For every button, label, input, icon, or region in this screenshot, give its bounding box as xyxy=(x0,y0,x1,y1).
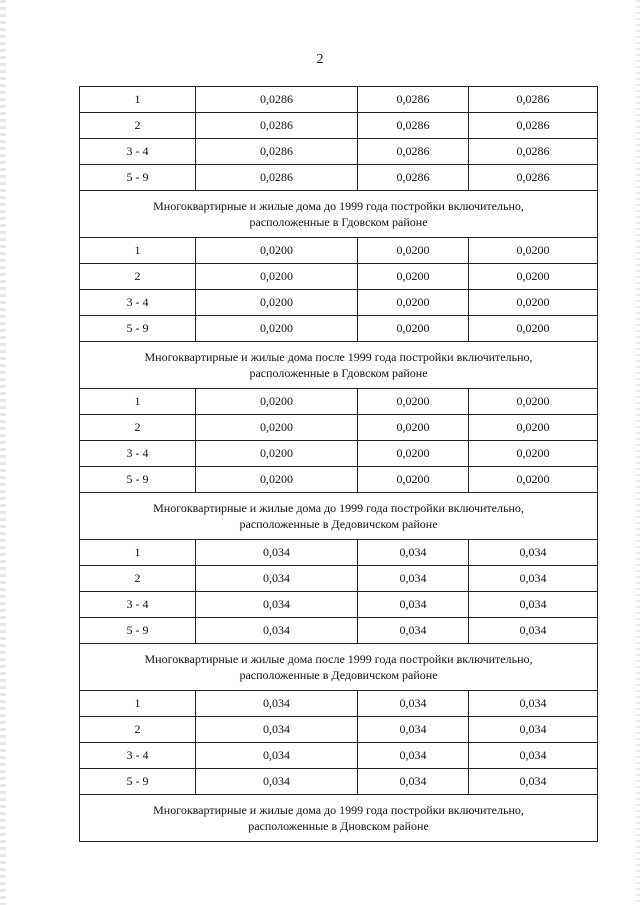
section-heading-line: Многоквартирные и жилые дома после 1999 года постройки включительно, xyxy=(144,350,533,364)
rate-cell: 0,0200 xyxy=(196,415,358,441)
rate-cell: 0,0200 xyxy=(469,316,598,342)
floors-cell: 5 - 9 xyxy=(80,165,196,191)
section-heading-line: расположенные в Гдовском районе xyxy=(249,366,428,380)
table-row xyxy=(80,87,598,113)
rate-cell: 0,034 xyxy=(358,743,469,769)
rate-cell: 0,0200 xyxy=(469,467,598,493)
floors-cell: 5 - 9 xyxy=(80,769,196,795)
rate-cell: 0,0200 xyxy=(469,415,598,441)
rate-cell: 0,0200 xyxy=(196,316,358,342)
rate-cell: 0,0286 xyxy=(469,113,598,139)
floors-cell: 3 - 4 xyxy=(80,290,196,316)
rate-cell: 0,0200 xyxy=(469,238,598,264)
rate-cell: 0,034 xyxy=(469,618,598,644)
rate-cell: 0,0286 xyxy=(358,165,469,191)
rate-cell: 0,034 xyxy=(196,592,358,618)
table-row xyxy=(80,717,598,743)
rate-cell: 0,0286 xyxy=(469,165,598,191)
rate-cell: 0,034 xyxy=(196,769,358,795)
rate-cell: 0,0286 xyxy=(469,139,598,165)
table-row xyxy=(80,415,598,441)
rate-cell: 0,0200 xyxy=(469,389,598,415)
rate-cell: 0,034 xyxy=(469,592,598,618)
table-row xyxy=(80,743,598,769)
table-row xyxy=(80,290,598,316)
rate-cell: 0,034 xyxy=(358,618,469,644)
rate-cell: 0,034 xyxy=(358,566,469,592)
table-row xyxy=(80,540,598,566)
rate-cell: 0,034 xyxy=(358,540,469,566)
rate-cell: 0,034 xyxy=(469,566,598,592)
rate-cell: 0,0200 xyxy=(358,467,469,493)
section-heading-row xyxy=(80,644,598,691)
section-heading xyxy=(80,493,598,540)
rate-cell: 0,0286 xyxy=(358,87,469,113)
table-row xyxy=(80,238,598,264)
floors-cell: 1 xyxy=(80,238,196,264)
rate-cell: 0,034 xyxy=(196,540,358,566)
rate-cell: 0,0200 xyxy=(358,389,469,415)
section-heading-line: расположенные в Дедовичском районе xyxy=(239,517,438,531)
floors-cell: 1 xyxy=(80,87,196,113)
rate-cell: 0,0200 xyxy=(196,264,358,290)
table-row xyxy=(80,264,598,290)
rate-cell: 0,034 xyxy=(196,717,358,743)
rate-cell: 0,034 xyxy=(358,717,469,743)
section-heading-row xyxy=(80,342,598,389)
table-row xyxy=(80,566,598,592)
floors-cell: 2 xyxy=(80,415,196,441)
rate-cell: 0,0286 xyxy=(358,139,469,165)
rate-cell: 0,034 xyxy=(358,592,469,618)
rate-cell: 0,0200 xyxy=(196,238,358,264)
rate-cell: 0,0200 xyxy=(358,415,469,441)
table-row xyxy=(80,139,598,165)
rate-cell: 0,0200 xyxy=(358,264,469,290)
floors-cell: 3 - 4 xyxy=(80,743,196,769)
section-heading-line: Многоквартирные и жилые дома до 1999 года постройки включительно, xyxy=(153,803,524,817)
section-heading-row xyxy=(80,493,598,540)
floors-cell: 1 xyxy=(80,540,196,566)
rate-cell: 0,034 xyxy=(196,691,358,717)
table-row xyxy=(80,441,598,467)
rate-cell: 0,034 xyxy=(196,566,358,592)
section-heading xyxy=(80,795,598,842)
rate-cell: 0,0200 xyxy=(196,441,358,467)
section-heading-line: расположенные в Дедовичском районе xyxy=(239,668,438,682)
rate-cell: 0,034 xyxy=(469,717,598,743)
table-row xyxy=(80,691,598,717)
floors-cell: 2 xyxy=(80,264,196,290)
floors-cell: 3 - 4 xyxy=(80,441,196,467)
table-row xyxy=(80,113,598,139)
floors-cell: 2 xyxy=(80,113,196,139)
rate-cell: 0,0286 xyxy=(196,139,358,165)
rate-cell: 0,0286 xyxy=(469,87,598,113)
section-heading-line: Многоквартирные и жилые дома до 1999 года постройки включительно, xyxy=(153,501,524,515)
floors-cell: 3 - 4 xyxy=(80,139,196,165)
floors-cell: 5 - 9 xyxy=(80,618,196,644)
section-heading xyxy=(80,342,598,389)
rate-cell: 0,0200 xyxy=(358,441,469,467)
table-row xyxy=(80,467,598,493)
rate-cell: 0,034 xyxy=(469,691,598,717)
table-row xyxy=(80,592,598,618)
rate-cell: 0,0286 xyxy=(196,113,358,139)
rate-cell: 0,0200 xyxy=(358,238,469,264)
section-heading-row xyxy=(80,191,598,238)
section-heading xyxy=(80,644,598,691)
rate-cell: 0,0286 xyxy=(358,113,469,139)
table-row xyxy=(80,618,598,644)
rate-cell: 0,034 xyxy=(196,743,358,769)
floors-cell: 2 xyxy=(80,566,196,592)
floors-cell: 3 - 4 xyxy=(80,592,196,618)
section-heading xyxy=(80,191,598,238)
rate-cell: 0,034 xyxy=(358,691,469,717)
section-heading-line: расположенные в Гдовском районе xyxy=(249,215,428,229)
rate-cell: 0,0286 xyxy=(196,87,358,113)
section-heading-row xyxy=(80,795,598,842)
rate-cell: 0,0200 xyxy=(469,441,598,467)
floors-cell: 1 xyxy=(80,389,196,415)
scan-edge-left xyxy=(0,0,6,905)
rates-table xyxy=(79,86,598,842)
table-row xyxy=(80,389,598,415)
rate-cell: 0,034 xyxy=(358,769,469,795)
rate-cell: 0,0200 xyxy=(196,290,358,316)
section-heading-line: расположенные в Дновском районе xyxy=(248,819,429,833)
rates-table-body xyxy=(80,87,598,842)
rate-cell: 0,0200 xyxy=(196,389,358,415)
rate-cell: 0,034 xyxy=(196,618,358,644)
page-number: 2 xyxy=(316,52,324,67)
rate-cell: 0,0200 xyxy=(196,467,358,493)
scan-edge-right xyxy=(636,0,640,905)
table-row xyxy=(80,769,598,795)
rate-cell: 0,034 xyxy=(469,743,598,769)
table-row xyxy=(80,316,598,342)
table-row xyxy=(80,165,598,191)
floors-cell: 1 xyxy=(80,691,196,717)
rate-cell: 0,0200 xyxy=(358,290,469,316)
floors-cell: 2 xyxy=(80,717,196,743)
rate-cell: 0,0200 xyxy=(469,290,598,316)
section-heading-line: Многоквартирные и жилые дома до 1999 года постройки включительно, xyxy=(153,199,524,213)
rate-cell: 0,034 xyxy=(469,769,598,795)
rate-cell: 0,0200 xyxy=(358,316,469,342)
floors-cell: 5 - 9 xyxy=(80,467,196,493)
rate-cell: 0,0200 xyxy=(469,264,598,290)
section-heading-line: Многоквартирные и жилые дома после 1999 года постройки включительно, xyxy=(144,652,533,666)
rate-cell: 0,034 xyxy=(469,540,598,566)
rate-cell: 0,0286 xyxy=(196,165,358,191)
floors-cell: 5 - 9 xyxy=(80,316,196,342)
